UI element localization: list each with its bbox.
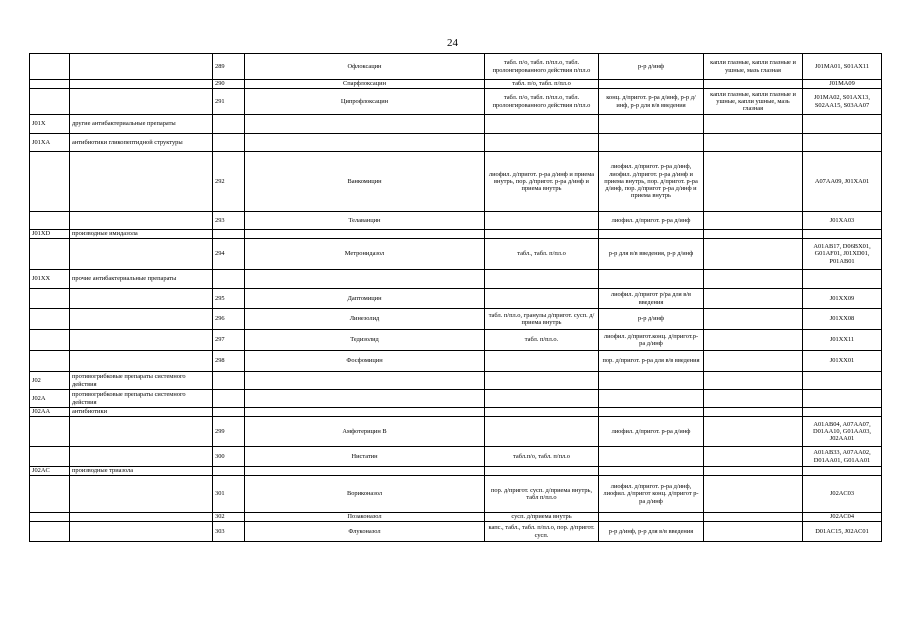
table-cell-code <box>30 54 70 80</box>
table-cell-code <box>30 330 70 351</box>
table-cell-group <box>70 513 213 522</box>
table-row <box>30 239 882 270</box>
table-cell-number: 290 <box>213 80 245 89</box>
table-cell-number: 294 <box>213 239 245 270</box>
table-cell-number: 299 <box>213 417 245 447</box>
table-cell-name: Амфотерицин В <box>245 417 485 447</box>
table-cell-oral-forms: пор. д/пригот. сусп. д/приема внутрь, табл п/пл.о <box>485 476 599 513</box>
table-cell-injection-forms <box>599 270 704 289</box>
table-cell-name <box>245 134 485 152</box>
table-row <box>30 80 882 89</box>
table-cell-injection-forms <box>599 513 704 522</box>
table-cell-other-forms <box>704 447 803 467</box>
table-cell-injection-forms: лиофил. д/пригот. р-ра д/инф, лиофил. д/пригот. р-ра д/инф и приема внутрь, пор. д/пригот. р-ра д/инф, пор. д/пригот р-ра д/инф и приема внутрь <box>599 152 704 212</box>
table-cell-number: 301 <box>213 476 245 513</box>
table-cell-injection-forms <box>599 80 704 89</box>
table-cell-atc <box>803 408 882 417</box>
table-row <box>30 270 882 289</box>
table-cell-other-forms <box>704 134 803 152</box>
table-cell-name <box>245 270 485 289</box>
table-cell-atc: J01XA03 <box>803 212 882 230</box>
table-cell-oral-forms: табл. п/о, табл. п/пл.о, табл. пролонгированного действия п/пл.о <box>485 89 599 115</box>
table-cell-other-forms <box>704 212 803 230</box>
table-cell-oral-forms <box>485 390 599 408</box>
table-cell-number: 291 <box>213 89 245 115</box>
table-cell-oral-forms <box>485 134 599 152</box>
table-row <box>30 467 882 476</box>
table-cell-atc: A01AB17, D06BX01, G01AF01, J01XD01, P01AB01 <box>803 239 882 270</box>
table-cell-code: J02AC <box>30 467 70 476</box>
table-row <box>30 372 882 390</box>
table-cell-name: Даптомицин <box>245 289 485 309</box>
table-cell-group <box>70 476 213 513</box>
table-row <box>30 330 882 351</box>
table-cell-injection-forms <box>599 447 704 467</box>
table-cell-code <box>30 239 70 270</box>
table-cell-injection-forms: р-р д/инф <box>599 309 704 330</box>
table-cell-other-forms <box>704 390 803 408</box>
table-cell-code <box>30 417 70 447</box>
table-cell-group: другие антибактериальные препараты <box>70 115 213 134</box>
table-cell-injection-forms <box>599 134 704 152</box>
table-cell-code <box>30 447 70 467</box>
table-cell-group <box>70 351 213 372</box>
table-cell-other-forms <box>704 372 803 390</box>
table-cell-code <box>30 289 70 309</box>
table-row <box>30 351 882 372</box>
table-cell-code: J01XA <box>30 134 70 152</box>
table-cell-group <box>70 289 213 309</box>
table-cell-code <box>30 351 70 372</box>
table-row <box>30 390 882 408</box>
table-cell-injection-forms <box>599 372 704 390</box>
table-cell-group <box>70 417 213 447</box>
table-cell-atc <box>803 390 882 408</box>
table-cell-name: Тедизолид <box>245 330 485 351</box>
table-cell-injection-forms: р-р д/инф, р-р для в/в введения <box>599 522 704 542</box>
table-cell-number: 296 <box>213 309 245 330</box>
table-cell-code <box>30 89 70 115</box>
table-cell-number <box>213 390 245 408</box>
table-cell-other-forms <box>704 309 803 330</box>
table-cell-atc <box>803 467 882 476</box>
table-cell-name <box>245 390 485 408</box>
table-cell-number: 303 <box>213 522 245 542</box>
table-row <box>30 289 882 309</box>
table-cell-other-forms <box>704 239 803 270</box>
table-row <box>30 417 882 447</box>
table-cell-other-forms <box>704 522 803 542</box>
table-row <box>30 212 882 230</box>
table-cell-injection-forms: р-р для в/в введения, р-р д/инф <box>599 239 704 270</box>
table-cell-injection-forms <box>599 230 704 239</box>
table-row <box>30 408 882 417</box>
table-cell-group <box>70 152 213 212</box>
table-cell-group <box>70 80 213 89</box>
table-cell-injection-forms: конц. д/пригот. р-ра д/инф, р-р д/инф, р-р для в/в введения <box>599 89 704 115</box>
table-cell-code <box>30 513 70 522</box>
table-cell-name <box>245 372 485 390</box>
table-cell-group: противогрибковые препараты системного действия <box>70 390 213 408</box>
table-cell-oral-forms <box>485 289 599 309</box>
table-row <box>30 54 882 80</box>
table-cell-code: J02A <box>30 390 70 408</box>
table-cell-name: Ванкомицин <box>245 152 485 212</box>
table-cell-oral-forms <box>485 417 599 447</box>
table-cell-other-forms <box>704 417 803 447</box>
table-cell-other-forms <box>704 408 803 417</box>
table-cell-atc: D01AC15, J02AC01 <box>803 522 882 542</box>
table-cell-injection-forms: лиофил. д/пригот. р-ра д/инф <box>599 212 704 230</box>
table-cell-other-forms <box>704 230 803 239</box>
table-cell-group: производные триазола <box>70 467 213 476</box>
table-cell-injection-forms: пор. д/пригот. р-ра для в/в введения <box>599 351 704 372</box>
table-cell-name <box>245 230 485 239</box>
table-cell-atc: A07AA09, J01XA01 <box>803 152 882 212</box>
table-cell-number: 297 <box>213 330 245 351</box>
table-cell-group: прочие антибактериальные препараты <box>70 270 213 289</box>
table-cell-atc: J01XX01 <box>803 351 882 372</box>
table-cell-name: Вориконазол <box>245 476 485 513</box>
table-cell-number: 293 <box>213 212 245 230</box>
table-cell-code <box>30 309 70 330</box>
table-cell-code: J02 <box>30 372 70 390</box>
table-cell-oral-forms <box>485 230 599 239</box>
table-cell-name <box>245 115 485 134</box>
table-cell-atc: J01MA02, S01AX13, S02AA15, S03AA07 <box>803 89 882 115</box>
table-cell-name: Флуконазол <box>245 522 485 542</box>
table-row <box>30 309 882 330</box>
table-cell-oral-forms <box>485 115 599 134</box>
table-row <box>30 476 882 513</box>
table-cell-code <box>30 476 70 513</box>
table-cell-name <box>245 408 485 417</box>
table-row <box>30 89 882 115</box>
table-cell-other-forms <box>704 80 803 89</box>
table-cell-group <box>70 330 213 351</box>
table-cell-other-forms <box>704 351 803 372</box>
table-row <box>30 115 882 134</box>
table-cell-name: Метронидазол <box>245 239 485 270</box>
table-cell-number <box>213 467 245 476</box>
table-cell-other-forms <box>704 115 803 134</box>
table-cell-atc <box>803 134 882 152</box>
table-cell-name: Ципрофлоксацин <box>245 89 485 115</box>
table-cell-atc: J01XX09 <box>803 289 882 309</box>
table-cell-name: Фосфомицин <box>245 351 485 372</box>
table-cell-other-forms <box>704 289 803 309</box>
table-cell-code <box>30 152 70 212</box>
table-row <box>30 134 882 152</box>
table-cell-group: антибиотики гликопептидной структуры <box>70 134 213 152</box>
table-row <box>30 522 882 542</box>
table-cell-number <box>213 115 245 134</box>
table-cell-atc: J01MA09 <box>803 80 882 89</box>
table-cell-group: антибиотики <box>70 408 213 417</box>
table-cell-atc: A01AB04, A07AA07, D01AA10, G01AA03, J02AA01 <box>803 417 882 447</box>
table-cell-other-forms <box>704 152 803 212</box>
table-cell-oral-forms: лиофил. д/пригот. р-ра д/инф и приема внутрь, пор. д/пригот. р-ра д/инф и приема внутрь <box>485 152 599 212</box>
table-cell-other-forms: капли глазные, капли глазные и ушные, капли ушные, мазь глазная <box>704 89 803 115</box>
table-cell-name: Линезолид <box>245 309 485 330</box>
table-cell-code: J02AA <box>30 408 70 417</box>
table-cell-number <box>213 230 245 239</box>
table-cell-atc: J01MA01, S01AX11 <box>803 54 882 80</box>
table-cell-atc: J01XX11 <box>803 330 882 351</box>
table-cell-injection-forms <box>599 390 704 408</box>
table-cell-name: Спарфлоксацин <box>245 80 485 89</box>
table-cell-oral-forms <box>485 212 599 230</box>
table-cell-code: J01XX <box>30 270 70 289</box>
table-cell-injection-forms: лиофил. д/пригот р/ра для в/в введения <box>599 289 704 309</box>
table-cell-number <box>213 372 245 390</box>
table-cell-group <box>70 522 213 542</box>
table-cell-atc <box>803 270 882 289</box>
table-cell-group <box>70 89 213 115</box>
table-cell-group <box>70 212 213 230</box>
table-cell-code: J01X <box>30 115 70 134</box>
table-cell-injection-forms <box>599 115 704 134</box>
table-cell-oral-forms: табл. п/о, табл. п/пл.о <box>485 80 599 89</box>
table-cell-oral-forms: капс., табл., табл. п/пл.о, пор. д/пригот. сусп. <box>485 522 599 542</box>
table-cell-code <box>30 80 70 89</box>
table-cell-other-forms <box>704 513 803 522</box>
page-number: 24 <box>447 37 458 49</box>
table-cell-number: 302 <box>213 513 245 522</box>
table-cell-oral-forms: сусп. д/приема внутрь <box>485 513 599 522</box>
table-cell-atc: J02AC04 <box>803 513 882 522</box>
table-cell-oral-forms <box>485 270 599 289</box>
table-cell-injection-forms: лиофил. д/пригот.конц. д/пригот.р-ра д/инф <box>599 330 704 351</box>
table-cell-oral-forms <box>485 372 599 390</box>
table-cell-oral-forms <box>485 351 599 372</box>
table-cell-group: производные имидазола <box>70 230 213 239</box>
table-row <box>30 513 882 522</box>
table-cell-oral-forms: табл.п/о, табл. п/пл.о <box>485 447 599 467</box>
table-cell-atc: A01AB33, A07AA02, D01AA01, G01AA01 <box>803 447 882 467</box>
table-cell-group <box>70 309 213 330</box>
table-cell-number <box>213 134 245 152</box>
table-cell-oral-forms: табл. п/пл.о, гранулы д/пригот. сусп. д/приема внутрь <box>485 309 599 330</box>
table-cell-injection-forms: р-р д/инф <box>599 54 704 80</box>
drug-table <box>29 53 882 542</box>
table-cell-number: 295 <box>213 289 245 309</box>
table-cell-atc: J02AC03 <box>803 476 882 513</box>
table-cell-injection-forms <box>599 408 704 417</box>
table-cell-number: 292 <box>213 152 245 212</box>
table-cell-code <box>30 522 70 542</box>
table-cell-name: Позаконазол <box>245 513 485 522</box>
table-cell-oral-forms: табл. п/пл.о. <box>485 330 599 351</box>
table-cell-atc: J01XX08 <box>803 309 882 330</box>
table-cell-injection-forms: лиофил. д/пригот. р-ра д/инф, лиофил. д/пригот конц. д/пригот р-ра д/инф <box>599 476 704 513</box>
table-cell-other-forms <box>704 476 803 513</box>
table-cell-other-forms <box>704 330 803 351</box>
table-cell-injection-forms: лиофил. д/пригот. р-ра д/инф <box>599 417 704 447</box>
table-cell-group: противогрибковые препараты системного действия <box>70 372 213 390</box>
table-cell-oral-forms <box>485 408 599 417</box>
table-cell-code: J01XD <box>30 230 70 239</box>
table-cell-atc <box>803 115 882 134</box>
table-cell-number <box>213 408 245 417</box>
table-cell-oral-forms: табл., табл. п/пл.о <box>485 239 599 270</box>
table-cell-name: Офлоксацин <box>245 54 485 80</box>
table-cell-atc <box>803 230 882 239</box>
table-cell-name <box>245 467 485 476</box>
table-cell-number: 300 <box>213 447 245 467</box>
table-cell-group <box>70 239 213 270</box>
table-cell-group <box>70 447 213 467</box>
table-cell-number: 289 <box>213 54 245 80</box>
table-cell-number: 298 <box>213 351 245 372</box>
table-cell-atc <box>803 372 882 390</box>
table-cell-injection-forms <box>599 467 704 476</box>
table-row <box>30 230 882 239</box>
table-cell-other-forms <box>704 270 803 289</box>
table-cell-oral-forms <box>485 467 599 476</box>
table-cell-number <box>213 270 245 289</box>
table-row <box>30 152 882 212</box>
table-row <box>30 447 882 467</box>
table-cell-name: Нистатин <box>245 447 485 467</box>
table-cell-other-forms: капли глазные, капли глазные и ушные, мазь глазная <box>704 54 803 80</box>
table-cell-name: Телаванцин <box>245 212 485 230</box>
table-cell-code <box>30 212 70 230</box>
table-cell-oral-forms: табл. п/о, табл. п/пл.о, табл. пролонгированного действия п/пл.о <box>485 54 599 80</box>
table-cell-group <box>70 54 213 80</box>
table-cell-other-forms <box>704 467 803 476</box>
